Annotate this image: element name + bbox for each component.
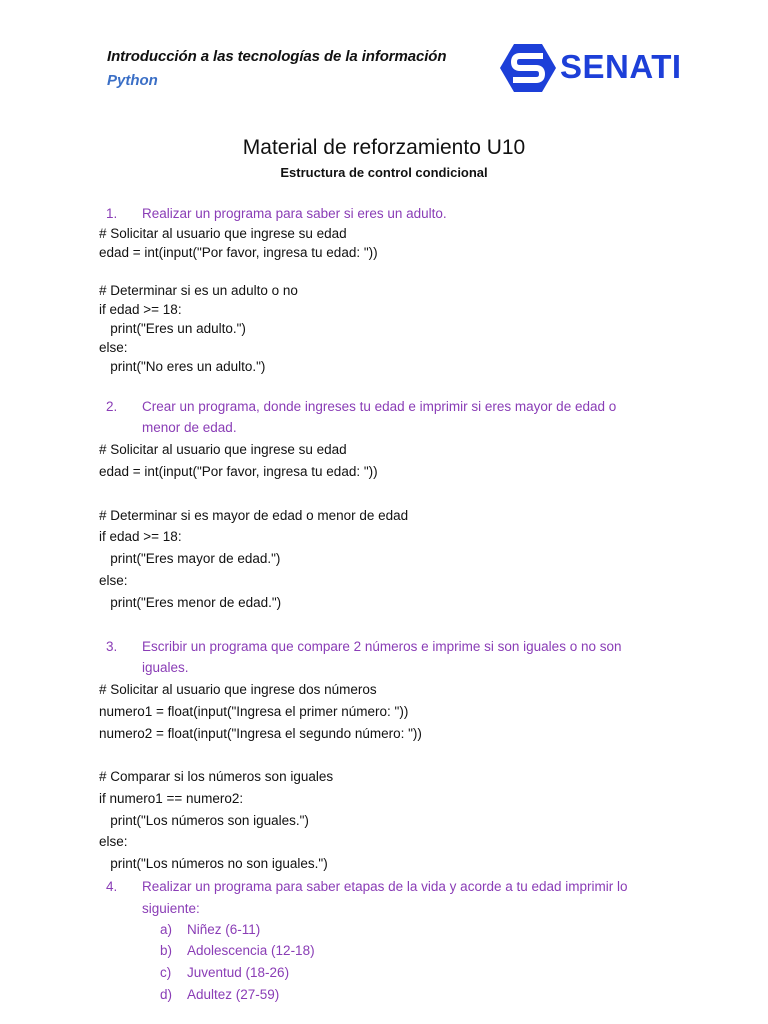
document-subtitle: Estructura de control condicional (280, 165, 488, 180)
subitem-text: Niñez (6-11) (187, 922, 261, 937)
exercise-number: 1. (106, 206, 118, 221)
code-line: else: (99, 340, 128, 355)
code-line: # Determinar si es un adulto o no (99, 283, 298, 298)
exercise-statement: iguales. (142, 660, 189, 675)
code-line: else: (99, 573, 128, 588)
subitem-text: Adultez (27-59) (187, 987, 280, 1002)
code-line: # Solicitar al usuario que ingrese su edad (99, 442, 347, 457)
subitem-text: Adolescencia (12-18) (187, 943, 315, 958)
course-title: Introducción a las tecnologías de la información (107, 48, 447, 65)
exercise-number: 2. (106, 399, 118, 414)
exercise-statement: Crear un programa, donde ingreses tu edad e imprimir si eres mayor de edad o (142, 399, 617, 414)
exercise-number: 4. (106, 879, 118, 894)
document-title: Material de reforzamiento U10 (242, 136, 526, 159)
code-line: numero2 = float(input("Ingresa el segundo número: ")) (99, 726, 422, 741)
code-line: if edad >= 18: (99, 529, 182, 544)
code-line: else: (99, 834, 128, 849)
logo-text: SENATI (560, 48, 682, 85)
subitem-letter: d) (160, 987, 173, 1002)
code-line: print("Eres mayor de edad.") (99, 551, 281, 566)
subitem-letter: b) (160, 943, 173, 958)
exercise-statement: Escribir un programa que compare 2 números e imprime si son iguales o no son (142, 639, 622, 654)
course-subtitle: Python (107, 72, 158, 89)
subitem-letter: a) (160, 922, 173, 937)
code-line: if edad >= 18: (99, 302, 182, 317)
subitem-text: Juventud (18-26) (187, 965, 290, 980)
code-line: edad = int(input("Por favor, ingresa tu edad: ")) (99, 464, 378, 479)
code-line: print("No eres un adulto.") (99, 359, 266, 374)
code-line: # Comparar si los números son iguales (99, 769, 334, 784)
exercise-statement: siguiente: (142, 901, 200, 916)
code-line: # Determinar si es mayor de edad o menor de edad (99, 508, 409, 523)
code-line: # Solicitar al usuario que ingrese dos números (99, 682, 377, 697)
code-line: print("Los números no son iguales.") (99, 856, 328, 871)
code-line: if numero1 == numero2: (99, 791, 244, 806)
exercise-statement: menor de edad. (142, 420, 237, 435)
subitem-letter: c) (160, 965, 172, 980)
code-line: numero1 = float(input("Ingresa el primer número: ")) (99, 704, 409, 719)
code-line: print("Los números son iguales.") (99, 813, 309, 828)
exercise-statement: Realizar un programa para saber si eres un adulto. (142, 206, 447, 221)
exercise-number: 3. (106, 639, 118, 654)
code-line: print("Eres menor de edad.") (99, 595, 282, 610)
exercise-statement: Realizar un programa para saber etapas de la vida y acorde a tu edad imprimir lo (142, 879, 628, 894)
code-line: edad = int(input("Por favor, ingresa tu edad: ")) (99, 245, 378, 260)
code-line: # Solicitar al usuario que ingrese su edad (99, 226, 347, 241)
code-line: print("Eres un adulto.") (99, 321, 246, 336)
